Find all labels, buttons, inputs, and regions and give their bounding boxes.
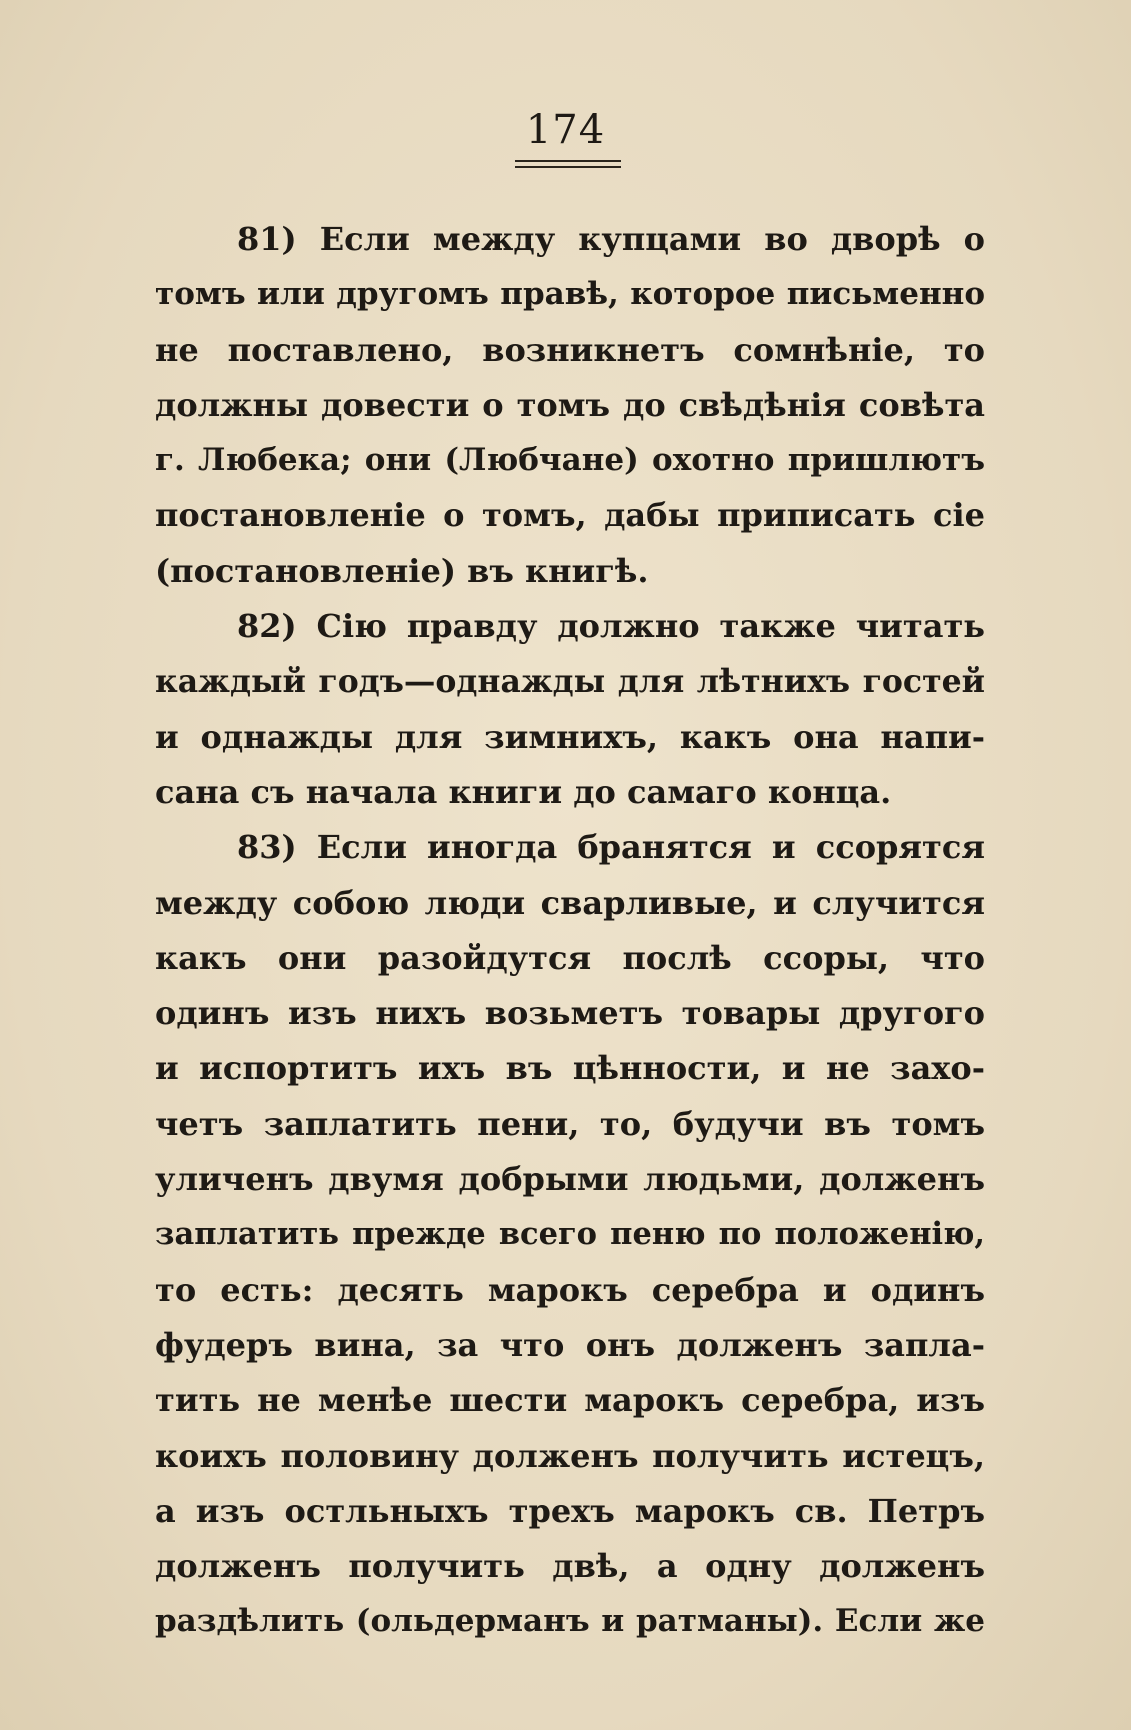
text-line: между собою люди сварливые, и случится: [155, 883, 985, 922]
text-line: а изъ остльныхъ трехъ марокъ св. Петръ: [155, 1491, 985, 1530]
text-line: уличенъ двумя добрыми людьми, долженъ: [155, 1160, 985, 1199]
text-line: сана съ начала книги до самаго конца.: [155, 772, 892, 811]
text-line: какъ они разойдутся послѣ ссоры, что: [155, 938, 985, 977]
text-line: постановленіе о томъ, дабы приписать сіе: [155, 496, 985, 535]
text-line: не поставлено, возникнетъ сомнѣніе, то: [155, 330, 985, 369]
text-line: долженъ получить двѣ, а одну долженъ: [155, 1547, 985, 1586]
header-rule-top: [515, 160, 621, 162]
text-line: раздѣлить (ольдерманъ и ратманы). Если же: [155, 1603, 985, 1640]
text-line: должны довести о томъ до свѣдѣнія совѣта: [155, 385, 985, 424]
text-line: то есть: десять марокъ серебра и одинъ: [155, 1270, 985, 1309]
text-line: 83) Если иногда бранятся и ссорятся: [237, 828, 985, 867]
text-line: коихъ половину долженъ получить истецъ,: [155, 1436, 985, 1475]
text-line: (постановленіе) въ книгѣ.: [155, 551, 649, 590]
text-line: 82) Сію правду должно также читать: [237, 607, 985, 646]
text-line: томъ или другомъ правѣ, которое письменно: [155, 276, 985, 313]
text-line: одинъ изъ нихъ возьметъ товары другого: [155, 994, 985, 1033]
text-line: 81) Если между купцами во дворѣ о: [237, 220, 985, 258]
text-line: и однажды для зимнихъ, какъ она напи-: [155, 717, 985, 756]
body-text: [155, 212, 985, 1650]
text-line: заплатить прежде всего пеню по положенію,: [155, 1216, 985, 1253]
text-line: и испортитъ ихъ въ цѣнности, и не захо-: [155, 1049, 985, 1088]
text-line: фудеръ вина, за что онъ долженъ запла-: [155, 1325, 985, 1364]
text-line: каждый годъ—однажды для лѣтнихъ гостей: [155, 663, 985, 701]
page-number: 174: [525, 107, 606, 153]
text-line: г. Любека; они (Любчане) охотно пришлютъ: [155, 442, 985, 479]
text-line: четъ заплатить пени, то, будучи въ томъ: [155, 1104, 985, 1143]
text-line: тить не менѣе шести марокъ серебра, изъ: [155, 1381, 985, 1420]
header-rule-bottom: [515, 166, 621, 168]
